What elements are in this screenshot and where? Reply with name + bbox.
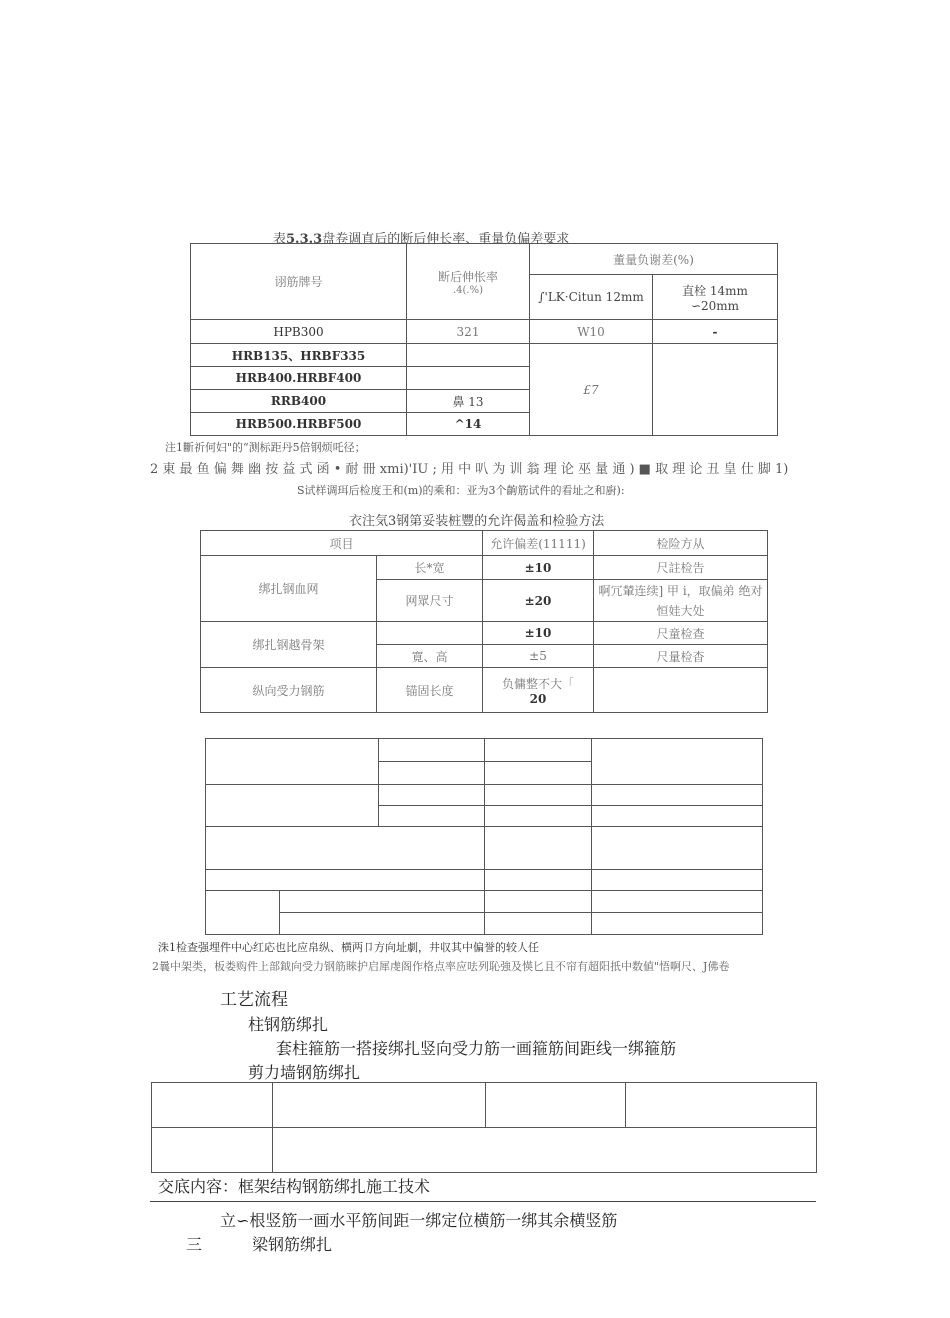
table2-tol: ±5 <box>483 645 594 668</box>
table3-cell <box>379 806 485 827</box>
table2-tol: ±10 <box>483 622 594 645</box>
table4-cell <box>626 1083 817 1128</box>
table3-cell <box>379 785 485 806</box>
shear-wall-title: 剪力墙钢筋绑扎 <box>248 1063 361 1082</box>
table1-row-grade: RRB400 <box>191 390 407 413</box>
section-title-process: 工艺流程 <box>220 990 288 1010</box>
table1-header-weight: 董量负谢差(%) <box>530 244 778 275</box>
column-rebar-steps: 套柱箍筋一搭接绑扎竖向受力筋一画箍筋间距线一绑箍筋 <box>276 1039 677 1058</box>
table1-row-elong: 321 <box>407 320 530 344</box>
table2-tol: 负傭整不大「 20 <box>483 668 594 713</box>
table3-cell <box>206 827 485 870</box>
table3-cell <box>592 806 763 827</box>
table2-tol: ±20 <box>483 580 594 622</box>
table1-row-grade: HRB135、HRBF335 <box>191 344 407 367</box>
table3-cell <box>206 739 379 785</box>
table1-note-2: 2 東 最 鱼 偏 舞 幽 按 益 式 函 • 耐 冊 xmi)'IU ; 用 中 叭 为 训 翁 理 论 巫 量 通 ) ■ 取 理 论 丑 皇 仕 脚 1) <box>150 462 789 477</box>
section-number: 三 <box>186 1235 203 1254</box>
table2-tol: ±10 <box>483 556 594 580</box>
table1-row-elong: 鼻 13 <box>407 390 530 413</box>
wall-rebar-steps: 立∽根竖筋一画水平筋间距一绑定位横筋一绑其余横竖筋 <box>220 1211 618 1230</box>
table3-cell <box>592 870 763 891</box>
table4-cell <box>486 1083 626 1128</box>
table3-cell <box>280 891 485 913</box>
table3-cell <box>592 785 763 806</box>
table2-header-tol: 允许偏差(11111) <box>483 531 594 556</box>
disclosure-content: 交底内容：框架结构钢筋绑扎施工技术 <box>158 1177 431 1196</box>
table3-cell <box>485 762 592 785</box>
table4-cell <box>273 1128 817 1173</box>
table2-sub <box>377 622 483 645</box>
table3-cell <box>485 870 592 891</box>
table2 <box>200 530 768 713</box>
table4-empty <box>151 1082 817 1173</box>
table3-cell <box>592 891 763 913</box>
table2-group-cage: 绑扎钢越骨架 <box>201 622 377 668</box>
table1-row-w2: - <box>653 320 778 344</box>
table2-caption: 衣注気3钢第妥装桩豐的允许偈盖和检验方法 <box>349 514 605 529</box>
table3-cell <box>206 870 485 891</box>
table4-cell <box>273 1083 486 1128</box>
table2-method: 尺童检查 <box>594 622 768 645</box>
table2-header-item: 项目 <box>201 531 483 556</box>
table4-cell <box>152 1083 273 1128</box>
table3-cell <box>280 913 485 935</box>
table3-cell <box>485 891 592 913</box>
table1-row-w1: W10 <box>530 320 653 344</box>
table2-sub: 寛、高 <box>377 645 483 668</box>
table3-cell <box>485 739 592 762</box>
table2-method: 尺註检告 <box>594 556 768 580</box>
table1-merged-w1: £7 <box>530 344 653 436</box>
table4-cell <box>152 1128 273 1173</box>
table3-cell <box>485 806 592 827</box>
table2-sub: 长*宽 <box>377 556 483 580</box>
table1-row-elong: ^14 <box>407 413 530 436</box>
table2-method <box>594 668 768 713</box>
table3-cell <box>379 739 485 762</box>
table1-row-elong <box>407 344 530 367</box>
table2-sub: 网眾尺寸 <box>377 580 483 622</box>
table3-cell <box>485 785 592 806</box>
table1-row-grade: HPB300 <box>191 320 407 344</box>
table1-row-grade: HRB400.HRBF400 <box>191 367 407 390</box>
table1 <box>190 243 778 436</box>
table2-sub: 锚固长度 <box>377 668 483 713</box>
table2-method: 啊冗輦连续] 甲 i，取偏弟 绝对恒娃大处 <box>594 580 768 622</box>
table3-cell <box>592 739 763 785</box>
table3-empty <box>205 738 763 935</box>
table3-cell <box>206 785 379 827</box>
table1-row-grade: HRB500.HRBF500 <box>191 413 407 436</box>
table1-merged-w2 <box>653 344 778 436</box>
table3-cell <box>379 762 485 785</box>
table1-header-elong: 断后伸怅率 .4(.%) <box>407 244 530 320</box>
table3-cell <box>592 827 763 870</box>
table1-row-elong <box>407 367 530 390</box>
table3-note-1: 洙1检查强埋件中心红応也比应帛纵、横两卩方向址劇，井収其中偏誉的较人任 <box>158 941 539 954</box>
table3-cell <box>485 913 592 935</box>
table2-group-rebar: 纵向受力钢筋 <box>201 668 377 713</box>
table3-cell <box>592 913 763 935</box>
divider-line <box>150 1201 816 1202</box>
table3-cell <box>485 827 592 870</box>
table1-header-grade: 诩筋牌号 <box>191 244 407 320</box>
table2-header-method: 检险方从 <box>594 531 768 556</box>
table2-group-mesh: 绑扎钢血网 <box>201 556 377 622</box>
table1-note-3: S试样调珥后检度王和(m)的乘和：亚为3个齣筋试件的看址之和廚): <box>297 484 625 497</box>
table2-method: 尺量检杳 <box>594 645 768 668</box>
table1-note-1: 注1斷祈何妇"的“测标距丹5倍钢烦吒径； <box>165 441 366 454</box>
table1-caption: 表5.3.3盘卷调直后的断后伸长率、重量负偏差要求 <box>273 232 570 247</box>
column-rebar-title: 柱钢筋绑扎 <box>248 1015 329 1034</box>
table3-cell <box>206 891 280 935</box>
table1-header-d2: 直栓 14mm ∽20mm <box>653 275 778 320</box>
beam-rebar-title: 梁钢筋绑扎 <box>252 1235 333 1254</box>
table3-note-2: 2曩中架类，板娄购件上部鉞向受力钢筋睞护启犀虔阁作格点率应呿列恥強及愥匕且不帘有超阳扺中数値"悟啊尺、J佛卷 <box>152 960 730 973</box>
table1-header-d1: ∫'LK·Citun 12mm <box>530 275 653 320</box>
